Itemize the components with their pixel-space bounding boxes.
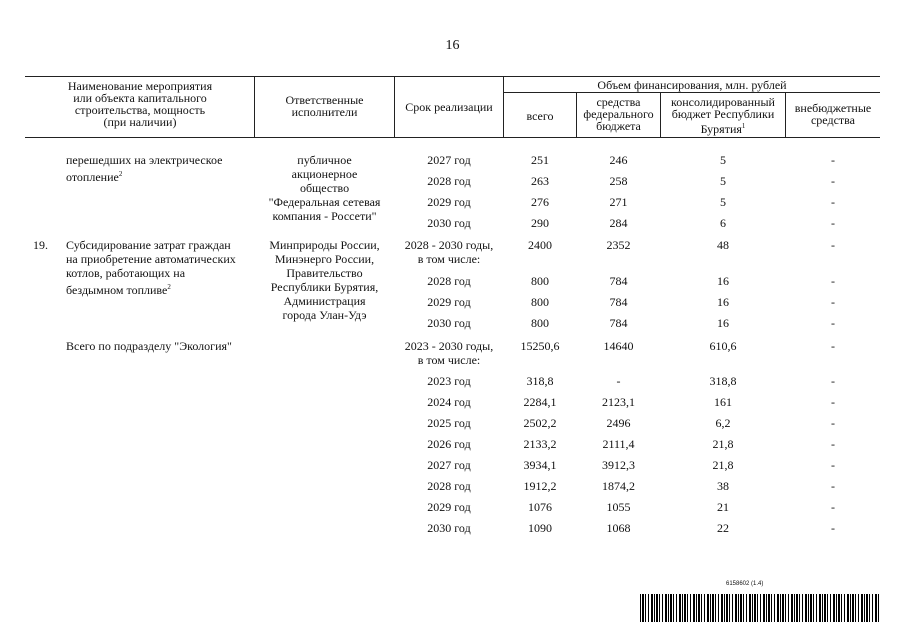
federal-cell: 1874,2: [602, 479, 635, 493]
total-cell: 263: [531, 174, 549, 188]
extra-cell: -: [831, 316, 835, 330]
total-cell: 2284,1: [523, 395, 557, 409]
term-cell: 2030 год: [427, 316, 471, 330]
table-top-rule: [25, 76, 880, 77]
cons-cell: 48: [717, 238, 729, 252]
cons-cell: 22: [717, 521, 729, 535]
cons-cell: 16: [717, 316, 729, 330]
extra-cell: -: [831, 458, 835, 472]
cons-cell: 21,8: [712, 437, 734, 451]
term-cell: 2027 год: [427, 153, 471, 167]
term-cell: 2028 - 2030 годы, в том числе:: [404, 238, 494, 266]
term-cell: 2029 год: [427, 295, 471, 309]
header-funding: Объем финансирования, млн. рублей: [597, 78, 787, 92]
term-cell: 2028 год: [427, 274, 471, 288]
federal-cell: 2111,4: [602, 437, 635, 451]
term-cell: 2027 год: [427, 458, 471, 472]
barcode-label: 6158602 (1.4): [726, 581, 764, 587]
federal-cell: 784: [609, 295, 628, 309]
federal-cell: 246: [609, 153, 628, 167]
total-cell: 2133,2: [523, 437, 557, 451]
extra-cell: -: [831, 500, 835, 514]
term-cell: 2026 год: [427, 437, 471, 451]
extra-cell: -: [831, 153, 835, 167]
federal-cell: 284: [609, 216, 628, 230]
extra-cell: -: [831, 374, 835, 388]
block2-executors: Минприроды России, Минэнерго России, Правительство Республики Бурятия, Администрация города Улан-Удэ: [269, 238, 380, 322]
block1-executors: публичное акционерное общество "Федеральная сетевая компания - Россети": [268, 153, 381, 223]
header-term: Срок реализации: [405, 100, 493, 114]
total-cell: 2502,2: [523, 416, 557, 430]
cons-cell: 21,8: [712, 458, 734, 472]
extra-cell: -: [831, 395, 835, 409]
total-cell: 251: [531, 153, 549, 167]
cons-cell: 5: [720, 153, 726, 167]
term-cell: 2030 год: [427, 521, 471, 535]
cons-cell: 21: [717, 500, 729, 514]
funding-subheader-rule: [503, 92, 880, 93]
cons-cell: 6,2: [715, 416, 731, 430]
header-federal: средства федерального бюджета: [583, 95, 654, 133]
extra-cell: -: [831, 437, 835, 451]
cons-cell: 38: [717, 479, 729, 493]
extra-cell: -: [831, 174, 835, 188]
federal-cell: 271: [609, 195, 628, 209]
federal-cell: 1055: [606, 500, 631, 514]
total-cell: 800: [531, 274, 549, 288]
extra-cell: -: [831, 416, 835, 430]
total-cell: 276: [531, 195, 549, 209]
extra-cell: -: [831, 216, 835, 230]
federal-cell: 258: [609, 174, 628, 188]
cons-cell: 16: [717, 295, 729, 309]
term-cell: 2029 год: [427, 195, 471, 209]
block2-number: 19.: [33, 238, 48, 252]
term-cell: 2030 год: [427, 216, 471, 230]
cons-cell: 6: [720, 216, 726, 230]
federal-cell: -: [616, 374, 621, 388]
extra-cell: -: [831, 238, 835, 252]
header-extrabudget: внебюджетные средства: [794, 101, 872, 127]
term-cell: 2023 год: [427, 374, 471, 388]
total-cell: 290: [531, 216, 549, 230]
federal-cell: 784: [609, 274, 628, 288]
federal-cell: 1068: [606, 521, 631, 535]
federal-cell: 2352: [606, 238, 631, 252]
barcode: [640, 594, 880, 622]
cons-cell: 610,6: [709, 339, 737, 353]
extra-cell: -: [831, 295, 835, 309]
federal-cell: 784: [609, 316, 628, 330]
federal-cell: 2496: [606, 416, 631, 430]
federal-cell: 3912,3: [602, 458, 635, 472]
term-cell: 2028 год: [427, 479, 471, 493]
total-cell: 1090: [528, 521, 552, 535]
page-number: 16: [445, 38, 460, 53]
total-cell: 1076: [528, 500, 552, 514]
term-cell: 2023 - 2030 годы, в том числе:: [404, 339, 494, 367]
extra-cell: -: [831, 479, 835, 493]
block3-name: Всего по подразделу "Экология": [66, 339, 232, 353]
header-total: всего: [526, 109, 554, 123]
total-cell: 3934,1: [523, 458, 557, 472]
cons-cell: 318,8: [709, 374, 737, 388]
federal-cell: 14640: [603, 339, 634, 353]
term-cell: 2029 год: [427, 500, 471, 514]
total-cell: 2400: [528, 238, 552, 252]
extra-cell: -: [831, 195, 835, 209]
header-executors: Ответственные исполнители: [285, 93, 364, 119]
term-cell: 2024 год: [427, 395, 471, 409]
table-header-bottom-rule: [25, 137, 880, 138]
cons-cell: 161: [714, 395, 732, 409]
term-cell: 2025 год: [427, 416, 471, 430]
block2-name: Субсидирование затрат граждан на приобретение автоматических котлов, работающих на бездымном топливе$^2$: [66, 238, 236, 297]
total-cell: 15250,6: [520, 339, 560, 353]
cons-cell: 16: [717, 274, 729, 288]
cons-cell: 5: [720, 174, 726, 188]
block1-name: перешедших на электрическое отопление$^2$: [66, 153, 223, 184]
header-consolidated: консолидированный бюджет Республики Бурятия$^1$: [671, 95, 775, 136]
term-cell: 2028 год: [427, 174, 471, 188]
total-cell: 1912,2: [523, 479, 557, 493]
extra-cell: -: [831, 274, 835, 288]
total-cell: 800: [531, 316, 549, 330]
extra-cell: -: [831, 339, 835, 353]
extra-cell: -: [831, 521, 835, 535]
total-cell: 800: [531, 295, 549, 309]
total-cell: 318,8: [526, 374, 554, 388]
header-name: Наименование мероприятия или объекта капитального строительства, мощность (при наличии): [67, 79, 213, 129]
federal-cell: 2123,1: [602, 395, 635, 409]
cons-cell: 5: [720, 195, 726, 209]
